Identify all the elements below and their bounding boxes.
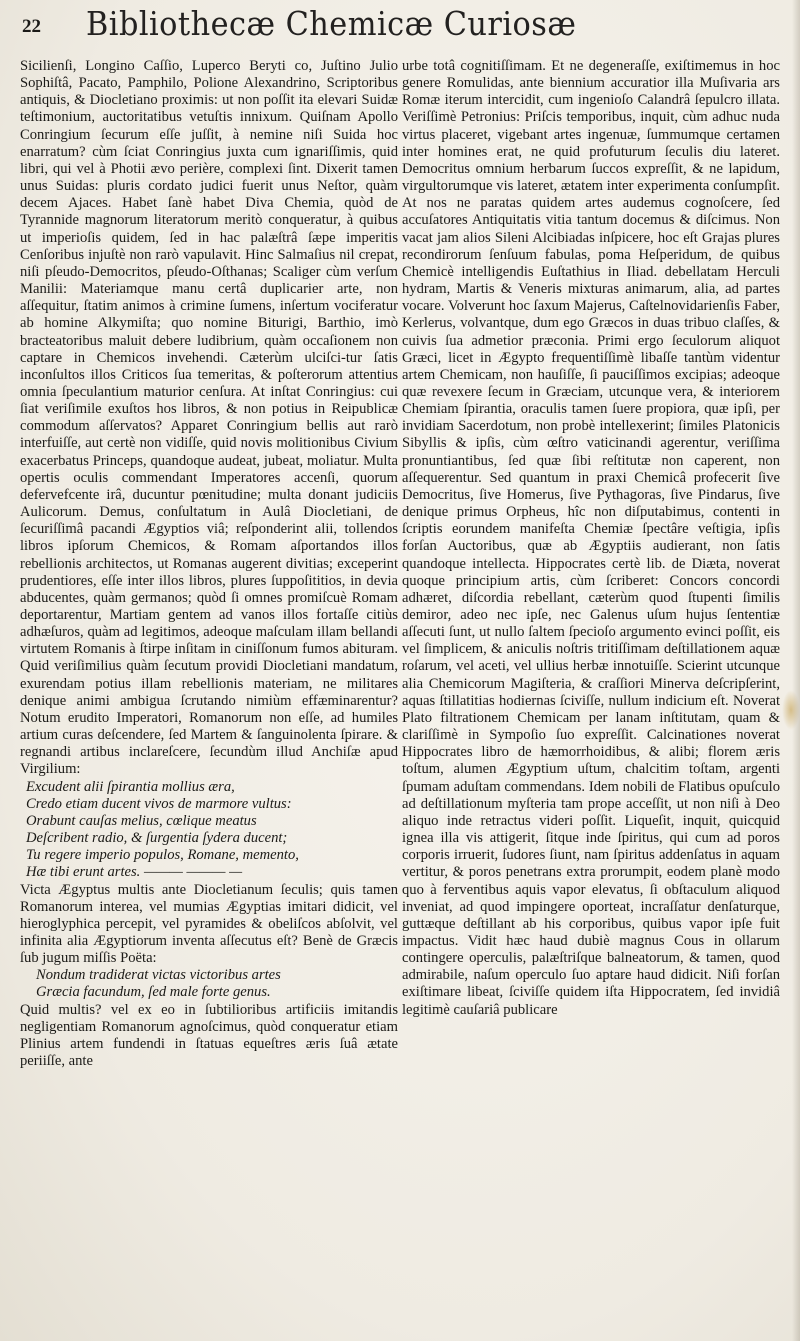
page-header	[22, 4, 782, 48]
left-paragraph: Quid multis? vel ex eo in ſubtilioribus artificiis imitandis negligentiam Romanorum agnoſcimus, quòd conqueratur etiam Plinius artem fundendi in ſtatuas equeſtres æris ſuâ ætate periiſſe, ante	[20, 1001, 398, 1070]
verse-line: Græcia facundum, ſed male forte genus.	[36, 984, 271, 1001]
running-head: Bibliothecæ Chemicæ Curiosæ	[86, 4, 577, 43]
verse-line: Credo etiam ducent vivos de marmore vultus:	[26, 795, 292, 812]
verse-line: Orabunt cauſas melius, cœlique meatus	[26, 812, 257, 829]
page-edge-shadow	[792, 0, 800, 1341]
verse-line: Excudent alii ſpirantia mollius æra,	[26, 778, 235, 795]
left-paragraph: Sicilienſi, Longino Caſſio, Luperco Beryti co, Juſtino Julio Sophiſtâ, Pacato, Pamphilo, Polione Alexandrino, Scriptoribus antiquis, & Diocletiano proximis: ut non poſſit ita elevari Suidæ teſtimonium, auctoritatibus vetuſtis innixum. Quiſnam Apollo Conringium ſecurum eſſe juſſit, à nemine niſi Suida hoc enarratum? cùm ſciat Conringius juxta cum ignariſſimis, quid libri, qui vel à Photii ævo perière, complexi ſint. Dixerit tamen unus Suidas: pluris cordato judici fuerit unus Neſtor, quàm decem Ajaces. Habet ſanè habet Diva Chemia, quòd de Tyrannide magnorum literatorum meritò conqueratur, à quibus ut imperioſis quidem, ſed in hac palæſtrâ ſæpe imperitis Cenſoribus injuſtè non rarò vapulavit. Hinc Salmaſius nil crepat, niſi pſeudo-Democritos, pſeudo-Oſthanas; Scaliger cùm verſum Manilii: Materiamque manu certâ duplicarier arte, non aſſequitur, ſtatim animos à crimine ſumens, inſertum vociferatur ab homine Alkymiſta; quo nomine Biturigi, Barthio, imò bracteatoribus maluit debere ludibrium, quàm occaſionem non captare in Chemicos invehendi. Cæterùm ulciſci-tur ſatis inconſultos illos Criticos ſua temeritas, & poſterorum attentius omnia ſpeculantium maturior cenſura. At inſtat Conringius: cui ſiat veriſimile exuſtos hos libros, & non potius in Reipublicæ commodum aſſervatos? Apparet Conringium bellis aut rarò interfuiſſe, aut certè non vidiſſe, quid novis molitionibus Civium exacerbatus Princeps, quandoque audeat, jubeat, moliatur. Multa opertis oculis commendant Imperatores accenſi, quorum defervefcente irâ, ducuntur pœnitudine; multa donant judiciis Aulicorum. Demus, conſultatum in Aulâ Diocletiani, de ſecuriſſimâ pacandi Ægyptios viâ; reſponderint alii, tollendos libros ipſorum Chemicos, & Romam aſportandos illos rebellionis architectos, ut Romanas augerent divitias; exceperint prudentiores, eſſe inter illos libros, plures ſuppoſititios, in devia abducentes, quàm germanos; quòd ſi omnes promiſcuè Romam deportarentur, Martiam gentem ad vanos illos fortaſſe citiùs adhæſuros, quàm ad legitimos, adeoque maſculam illam bellandi virtutem Romanis à ſtirpe inſitam in ciniſſonum fumos abituram. Quid veriſimilius quàm ſecutum providi Diocletiani mandatum, exurendam potius illam rebellionis materiam, ne militares denique animi ambigua ſcrutando nimiùm effæminarentur? Notum erudito Imperatori, Romanorum non eſſe, ad humiles artium curas deſcendere, ſed Martem & ſanguinolenta ſpirare. & regnandi artibus inclareſcere, ſecundùm illud Anchiſæ apud Virgilium:	[20, 58, 398, 778]
verse-line: Tu regere imperio populos, Romane, memento,	[26, 847, 299, 864]
page-number: 22	[22, 16, 41, 37]
verse-line: Hæ tibi erunt artes. ——— ——— —	[26, 864, 243, 881]
verse-line: Nondum tradiderat victas victoribus artes	[36, 967, 281, 984]
right-paragraph: urbe totâ cognitiſſimam. Et ne degeneraſſe, exiſtimemus in hoc genere Romulidas, ante biennium accuratior illa Muſivaria ars Romæ iterum intercidit, cum ingenioſo Calandrâ ſepulcro illata. Veriſſimè Petronius: Priſcis temporibus, inquit, cùm adhuc nuda virtus placeret, vigebant artes ingenuæ, ſummumque certamen inter homines erat, ne quid profuturum ſeculis diu lateret. Democritus omnium herbarum ſuccos expreſſit, & ne lapidum, virgultorumque vis lateret, ætatem inter experimenta conſumpſit. At nos ne paratas quidem artes audemus cognoſcere, ſed accuſatores Antiquitatis vitia tantum docemus & diſcimus. Non vacat jam alios Sileni Alcibiadas inſpicere, hoc eſt Grajas plures recondirorum ſenſuum fabulas, poma Heſperidum, de quibus Chemicè intelligendis Euſtathius in Iliad. debellatam Herculi hydram, Martis & Veneris mixturas animarum, alia, ad partes vocare. Volverunt hoc ſaxum Majerus, Caſtelnovidarienſis Faber, Kerlerus, volvantque, dum ego Græcos in duas tribuo claſſes, & cuivis ſua admetior præconia. Primi ergo ſeculorum aliquot Græci, licet in Ægypto frequentiſſimè libaſſe tantùm videntur artem Chemicam, non hauſiſſe, ſi pauciſſimos excipias; adeoque quæ revexere ſecum in Græciam, utcunque vera, & interiorem Chemiam ſpirantia, oraculis tamen ſuere propiora, quæ ipſi, per invidiam Sacerdotum, non probè intellexerint; ſimiles Platonicis Sibyllis & ipſis, cùm œſtro vaticinandi agerentur, veriſſima pronuntiantibus, ſed quæ ſibi reſtitutæ non caperent, non aſſequerentur. Sed quantum in praxi Chemicâ profecerit ſive Democritus, ſive Homerus, ſive Pythagoras, ſive Pindarus, ſive denique primus Orpheus, hîc non diſputabimus, contenti in ſcriptis eorundem manifeſta Chemiæ ſpectâre veſtigia, ipſis forſan Auctoribus, quæ ab Ægyptiis audierant, non ſatis quandoque intellecta. Hippocrates certè lib. de Diæta, noverat quoque principium artis, cùm ſcriberet: Concors concordi adhæret, diſcordia rebellant, cæterùm quod ſtupenti ſimilis demiror, adeo nec ipſe, nec Galenus uſum hujus ſententiæ aſſecuti ſunt, ut nullo ſaltem ſpecioſo argumento evinci poſſit, eis vel ſimplicem, & aniculis noſtris tritiſſimam deſtillationem aquæ roſarum, vel aceti, vel ullius herbæ innotuiſſe. Scierint utcunque alia Chemicorum Magiſteria, & craſſiori Minerva deſcripſerint, aquas ſtillatitias hodiernas ſciviſſe, nullum indicium eſt. Noverat Plato filtrationem Chemicam per lanam inſtitutam, quam & clariſſimè in Sympoſio ſuo expreſſit. Calcinationes noverat Hippocrates libro de hæmorrhoidibus, & alibi; florem æris toſtum, alumen Ægyptium uſtum, chalcitim toſtam, argenti ſpumam aduſtam commendans. Idem nobili de Flatibus opuſculo ad deſtillationum myſteria tam prope acceſſit, ut non niſi à Deo aliquo inde retractus videri poſſit. Liqueſit, inquit, quicquid ignea illa vis attigerit, ſitque inde ſpiritus, qui cum ad poros corporis irruerit, ſudores ſiunt, nam ſpiritus addenſatus in aquam vertitur, & poros penetrans extra prorumpit, eodem planè modo quo à ferventibus aquis vapor elevatus, ſi obſtaculum aliquod inveniat, ad quod impingere oporteat, incraſſatur denſaturque, guttæque deſtillant ab his corporibus, quibus vapor ipſe fuit impactus. Vidit hæc haud dubiè magnus Cous in ollarum contingere operculis, palæſtriſque balneatorum, & tamen, quod admirabile, naſum operculo ſuo aptare haud didicit. Niſi forſan exiſtimare libeat, ſciviſſe quidem iſta Hippocratem, ſed invidiâ legitimè cauſariâ publicare	[402, 58, 780, 1018]
verse-line: Deſcribent radio, & ſurgentia ſydera ducent;	[26, 830, 288, 847]
left-column	[20, 58, 398, 1333]
left-paragraph: Victa Ægyptus multis ante Diocletianum ſeculis; quis tamen Romanorum interea, vel mumias Ægyptias imitari didicit, vel hieroglyphica percepit, vel pyramides & obeliſcos abſolvit, vel infinita alia Ægyptiorum inventa aſſecutus eſt? Benè de Græcis ſub jugum miſſis Poëta:	[20, 881, 398, 967]
right-column	[402, 58, 780, 1333]
